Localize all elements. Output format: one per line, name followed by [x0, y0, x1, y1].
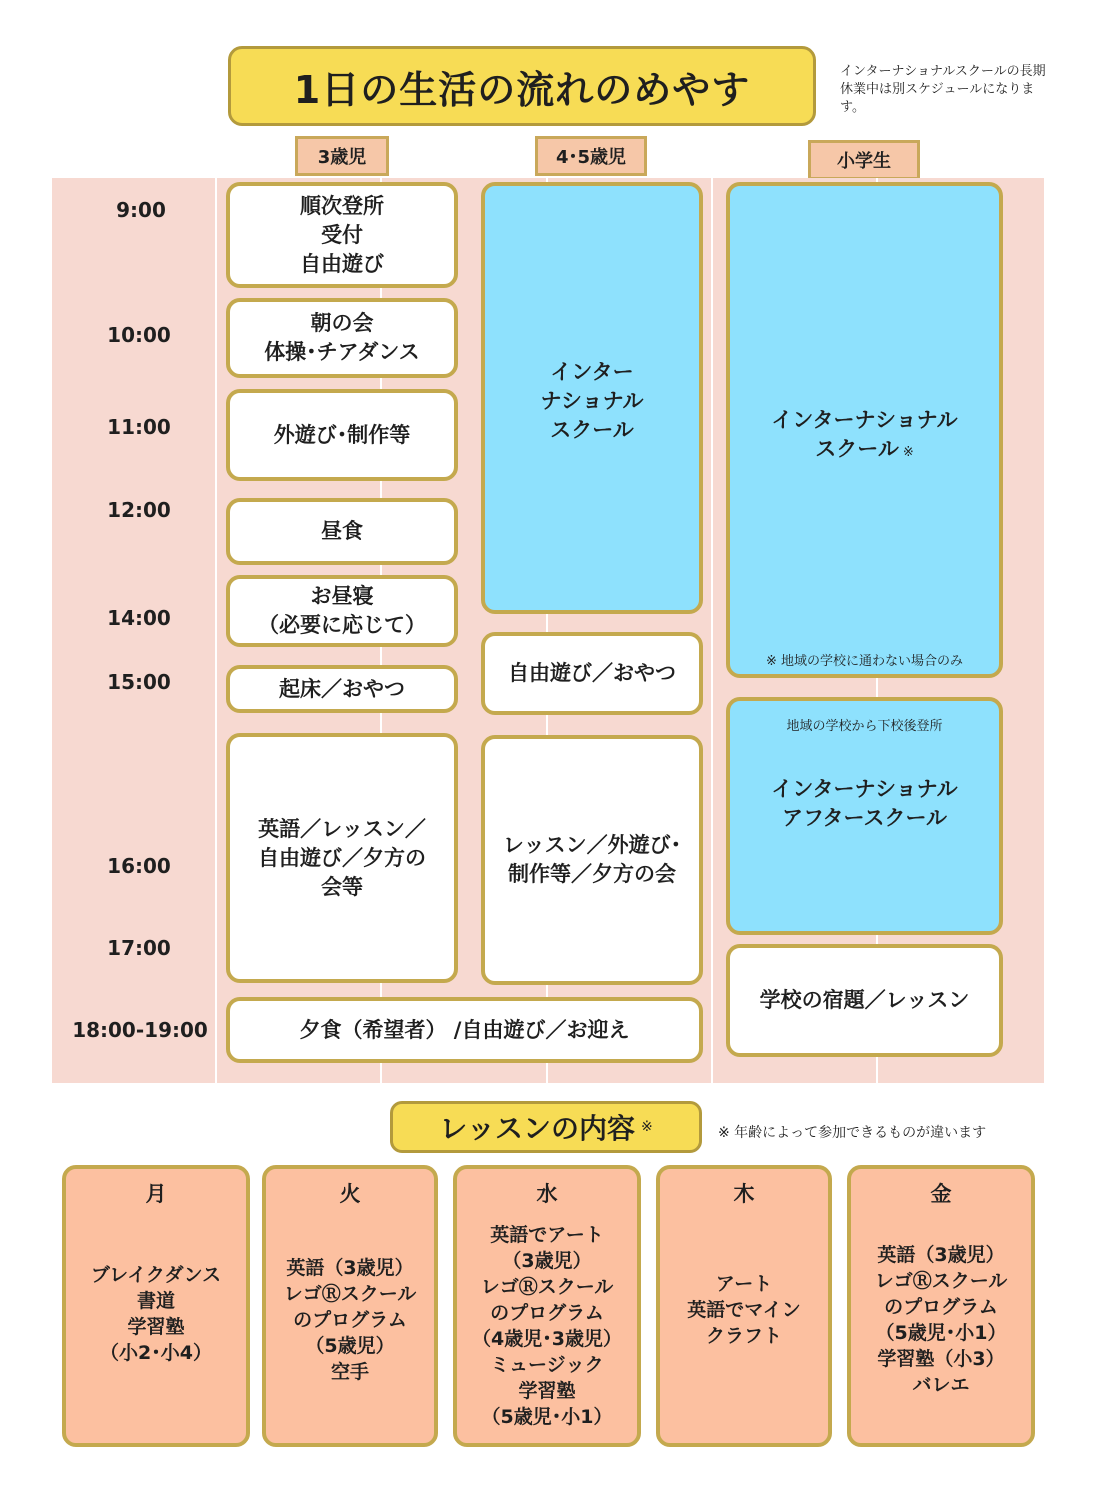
block-text: 英語／レッスン／: [258, 816, 426, 841]
schedule-block-wake-snack: [226, 665, 458, 713]
schedule-block-afternoon: [226, 733, 458, 983]
schedule-block-nap: [226, 575, 458, 647]
time-label: 17:00: [107, 936, 171, 960]
block-text: レッスン／外遊び･: [502, 833, 682, 857]
lesson-card-tuesday: [262, 1165, 438, 1447]
column-header-4-5yo: 4･5歳児: [535, 136, 647, 176]
block-text: （必要に応じて）: [258, 613, 426, 637]
block-text: インター: [550, 360, 634, 384]
block-text: 昼食: [321, 519, 363, 543]
column-header-elementary: 小学生: [808, 140, 920, 180]
block-text: アフタースクール: [781, 806, 948, 830]
schedule-block-elementary-international: [726, 182, 1003, 678]
lesson-line: アート: [715, 1273, 773, 1295]
block-text: 制作等／夕方の会: [508, 862, 676, 886]
lesson-line: 英語でアート: [490, 1224, 604, 1246]
block-text: 夕食（希望者） /自由遊び／お迎え: [299, 1017, 630, 1042]
note-mark: ※: [902, 445, 914, 460]
time-label: 15:00: [107, 670, 171, 694]
lesson-line: 英語（3歳児）: [286, 1257, 414, 1279]
lesson-line: のプログラム: [293, 1309, 407, 1331]
lesson-line: 英語（3歳児）: [877, 1244, 1005, 1266]
schedule-block-after-school: [726, 697, 1003, 935]
lesson-line: バレエ: [912, 1374, 970, 1396]
column-divider: [711, 178, 713, 1083]
block-note: ※ 地域の学校に通わない場合のみ: [765, 654, 964, 669]
lessons-title: [390, 1101, 702, 1153]
lesson-line: （5歳児･小1）: [481, 1406, 613, 1428]
block-text: 朝の会: [310, 311, 374, 335]
block-text: スクール: [550, 418, 634, 442]
block-text: スクール: [815, 437, 899, 461]
lesson-line: （4歳児･3歳児）: [472, 1328, 622, 1350]
schedule-block-lunch: [226, 498, 458, 565]
time-label: 14:00: [107, 606, 171, 630]
lesson-card-friday: [847, 1165, 1035, 1447]
lesson-line: レゴⓇスクール: [283, 1283, 417, 1305]
lesson-line: ミュージック: [490, 1354, 604, 1376]
lesson-line: のプログラム: [490, 1302, 604, 1324]
block-text: 自由遊び／夕方の: [258, 845, 426, 870]
day-name: 水: [536, 1182, 558, 1206]
lesson-line: （3歳児）: [502, 1250, 592, 1272]
lesson-line: 学習塾（小3）: [877, 1348, 1005, 1370]
lesson-line: （5歳児･小1）: [875, 1322, 1007, 1344]
lesson-line: 書道: [136, 1290, 175, 1312]
block-text: 起床／おやつ: [279, 676, 405, 701]
schedule-block-homework: [726, 944, 1003, 1057]
block-text: インターナショナル: [771, 408, 958, 432]
lesson-line: （5歳児）: [305, 1335, 395, 1357]
time-label: 9:00: [116, 198, 166, 222]
block-note: 地域の学校から下校後登所: [786, 719, 943, 734]
lesson-line: 英語でマイン: [687, 1299, 801, 1321]
schedule-block-morning-meeting: [226, 298, 458, 378]
block-text: インターナショナル: [771, 777, 958, 801]
column-divider: [215, 178, 217, 1083]
schedule-block-lesson-outdoor: [481, 735, 703, 985]
time-label: 18:00-19:00: [72, 1018, 208, 1042]
long-break-note: インターナショナルスクールの長期休業中は別スケジュールになります。: [840, 64, 1046, 115]
time-label: 16:00: [107, 854, 171, 878]
block-text: ナショナル: [540, 389, 644, 413]
block-text: 外遊び･制作等: [273, 422, 411, 447]
lessons-title-text: レッスンの内容: [439, 1112, 635, 1145]
column-header-3yo: 3歳児: [295, 136, 389, 176]
lesson-line: 学習塾: [518, 1380, 576, 1402]
block-text: 学校の宿題／レッスン: [759, 988, 970, 1012]
lesson-line: のプログラム: [884, 1296, 998, 1318]
lesson-card-monday: [62, 1165, 250, 1447]
schedule-block-international-school: [481, 182, 703, 614]
block-text: 順次登所: [300, 193, 384, 218]
block-text: 受付: [321, 222, 363, 247]
block-text: 体操･チアダンス: [264, 340, 420, 364]
day-name: 火: [339, 1182, 361, 1206]
lesson-card-wednesday: [453, 1165, 641, 1447]
lesson-line: レゴⓇスクール: [874, 1270, 1008, 1292]
lessons-note: ※ 年齢によって参加できるものが違います: [718, 1125, 987, 1141]
block-text: お昼寝: [310, 584, 374, 608]
page-title: 1日の生活の流れのめやす: [228, 46, 816, 126]
day-name: 金: [930, 1182, 952, 1206]
lesson-line: 学習塾: [127, 1316, 185, 1338]
block-text: 自由遊び: [300, 251, 384, 276]
time-label: 11:00: [107, 415, 171, 439]
time-label: 12:00: [107, 498, 171, 522]
schedule-block-free-play-snack: [481, 632, 703, 715]
day-name: 木: [733, 1182, 755, 1206]
schedule-block-dinner-pickup: [226, 997, 703, 1063]
block-text: 自由遊び／おやつ: [508, 661, 676, 685]
note-mark: ※: [641, 1119, 653, 1135]
day-name: 月: [145, 1182, 167, 1206]
block-text: 会等: [321, 874, 363, 899]
lesson-line: レゴⓇスクール: [480, 1276, 614, 1298]
lesson-card-thursday: [656, 1165, 832, 1447]
lesson-line: （小2･小4）: [100, 1342, 212, 1364]
lesson-line: 空手: [330, 1361, 369, 1383]
schedule-block-outdoor-play: [226, 389, 458, 481]
lesson-line: クラフト: [705, 1325, 782, 1347]
time-label: 10:00: [107, 323, 171, 347]
schedule-block-arrival: [226, 182, 458, 288]
lesson-line: ブレイクダンス: [90, 1264, 222, 1286]
